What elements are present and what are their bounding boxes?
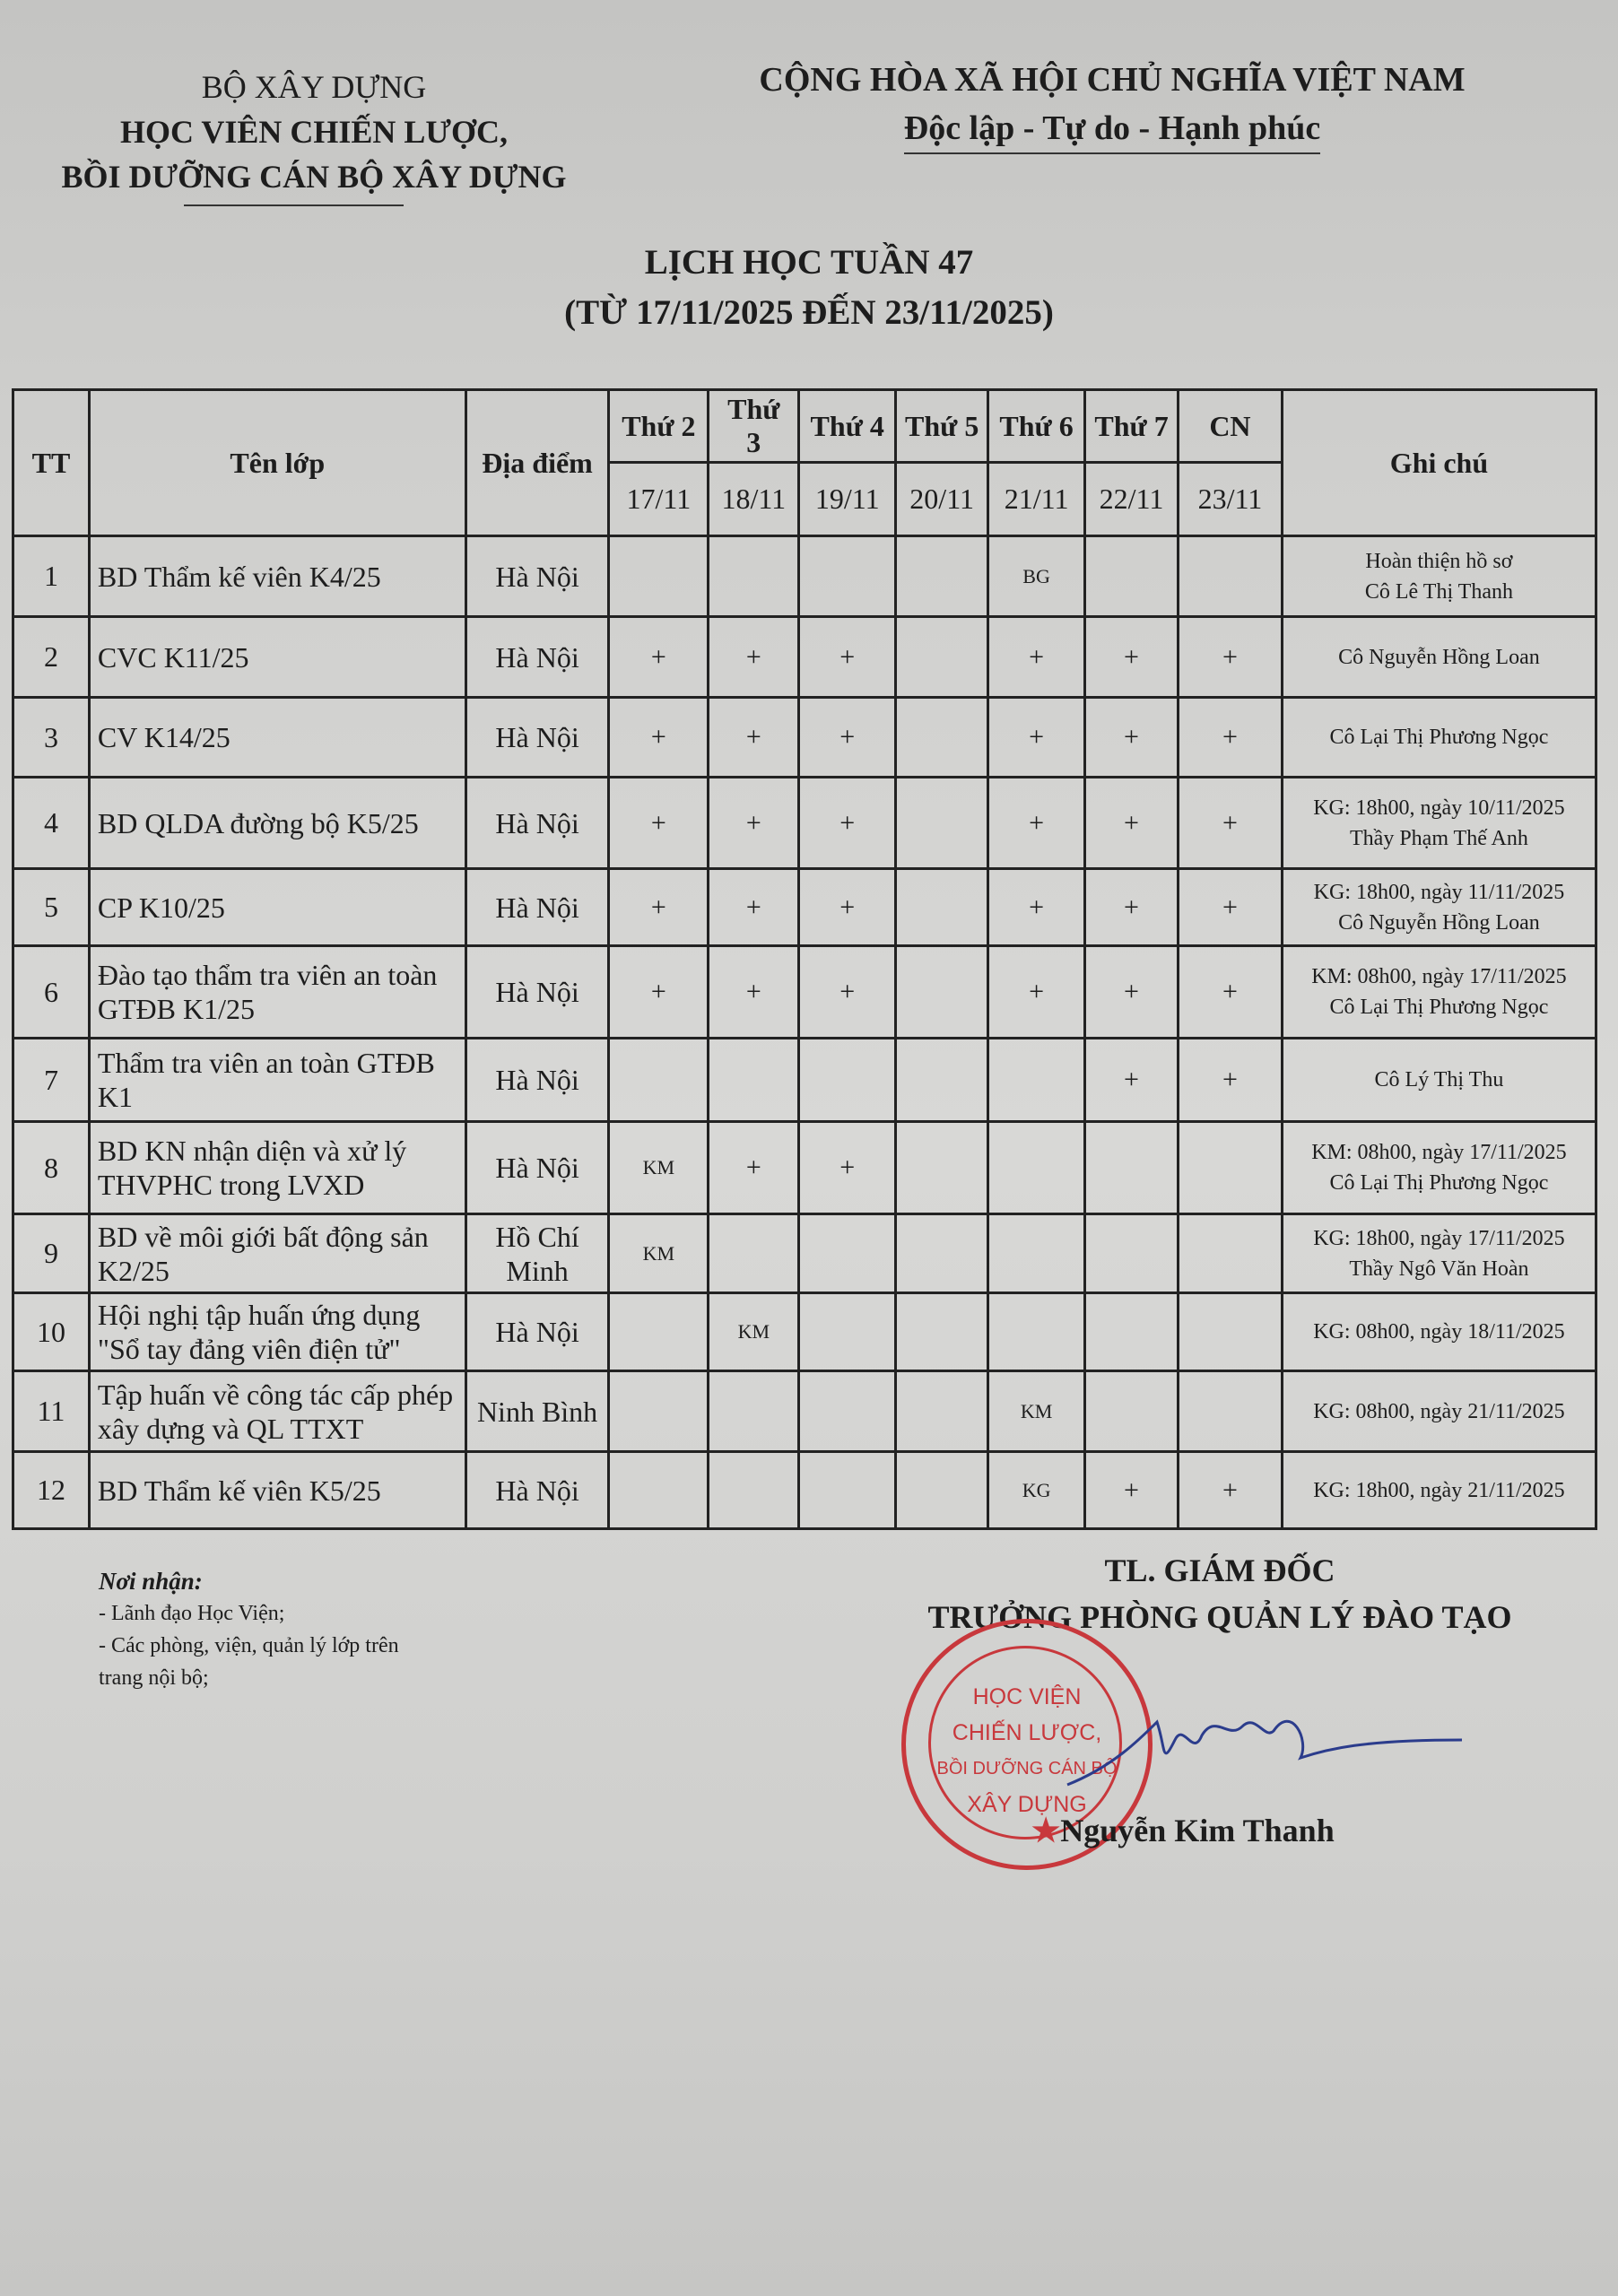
location: Hà Nội	[465, 1293, 609, 1371]
note-line: KG: 18h00, ngày 21/11/2025	[1313, 1478, 1565, 1502]
location: Hà Nội	[465, 617, 609, 698]
schedule-cell	[1178, 1371, 1282, 1452]
schedule-cell	[1085, 1214, 1179, 1293]
row-number: 11	[13, 1371, 90, 1452]
class-name: Hội nghị tập huấn ứng dụng "Sổ tay đảng viên điện tử"	[89, 1293, 465, 1371]
notes-cell	[1282, 1039, 1596, 1122]
note-line: Cô Nguyễn Hồng Loan	[1338, 910, 1540, 935]
header-date: 18/11	[709, 463, 799, 536]
note-line: KM: 08h00, ngày 17/11/2025	[1311, 1141, 1567, 1164]
table-row	[13, 698, 1596, 778]
table-row	[13, 1122, 1596, 1214]
schedule-cell	[1178, 1293, 1282, 1371]
schedule-cell	[1085, 536, 1179, 617]
header-day: Thứ 3	[709, 390, 799, 463]
schedule-cell	[896, 1214, 988, 1293]
schedule-cell	[799, 1371, 896, 1452]
location: Hà Nội	[465, 698, 609, 778]
note-line: Cô Nguyễn Hồng Loan	[1338, 645, 1540, 669]
header-day: Thứ 4	[799, 390, 896, 463]
schedule-cell	[1085, 1122, 1179, 1214]
title-line-1: LỊCH HỌC TUẦN 47	[644, 243, 974, 282]
schedule-cell: +	[988, 869, 1085, 946]
schedule-cell	[609, 1452, 709, 1529]
header-location: Địa điểm	[465, 390, 609, 536]
schedule-cell	[896, 698, 988, 778]
notes-cell	[1282, 1452, 1596, 1529]
schedule-cell: +	[609, 617, 709, 698]
table-row	[13, 1039, 1596, 1122]
header-day: Thứ 6	[988, 390, 1085, 463]
schedule-cell	[799, 536, 896, 617]
motto: Độc lập - Tự do - Hạnh phúc	[904, 104, 1321, 154]
signature-title-2: TRƯỞNG PHÒNG QUẢN LÝ ĐÀO TẠO	[927, 1599, 1512, 1635]
schedule-cell: KM	[709, 1293, 799, 1371]
location: Hà Nội	[465, 1452, 609, 1529]
header-day: CN	[1178, 390, 1282, 463]
schedule-cell: +	[1085, 869, 1179, 946]
signature-title-1: TL. GIÁM ĐỐC	[1104, 1552, 1335, 1588]
recipients-block	[99, 1565, 399, 1694]
schedule-cell: KM	[988, 1371, 1085, 1452]
schedule-cell: +	[1085, 1039, 1179, 1122]
schedule-cell: +	[709, 1122, 799, 1214]
schedule-cell	[896, 536, 988, 617]
schedule-cell	[709, 536, 799, 617]
schedule-cell	[896, 1039, 988, 1122]
header-date: 20/11	[896, 463, 988, 536]
class-name: CP K10/25	[89, 869, 465, 946]
schedule-cell	[988, 1122, 1085, 1214]
schedule-cell: KM	[609, 1122, 709, 1214]
issuer-block	[36, 65, 592, 199]
notes-cell	[1282, 1122, 1596, 1214]
notes-cell	[1282, 617, 1596, 698]
schedule-cell: +	[609, 946, 709, 1039]
schedule-cell: KM	[609, 1214, 709, 1293]
schedule-cell: +	[1085, 698, 1179, 778]
class-name: Thẩm tra viên an toàn GTĐB K1	[89, 1039, 465, 1122]
schedule-cell	[709, 1371, 799, 1452]
table-row	[13, 1214, 1596, 1293]
schedule-cell: +	[709, 869, 799, 946]
schedule-cell	[896, 869, 988, 946]
class-name: BD QLDA đường bộ K5/25	[89, 778, 465, 869]
schedule-cell: KG	[988, 1452, 1085, 1529]
class-name: BD về môi giới bất động sản K2/25	[89, 1214, 465, 1293]
schedule-cell	[799, 1452, 896, 1529]
location: Hồ Chí Minh	[465, 1214, 609, 1293]
schedule-cell: BG	[988, 536, 1085, 617]
note-line: Cô Lê Thị Thanh	[1364, 579, 1513, 604]
location: Hà Nội	[465, 946, 609, 1039]
seal-text: BỒI DƯỠNG CÁN BỘ	[936, 1759, 1118, 1779]
header-date: 22/11	[1085, 463, 1179, 536]
schedule-cell: +	[799, 617, 896, 698]
schedule-cell: +	[1178, 778, 1282, 869]
table-row	[13, 778, 1596, 869]
header-class-name: Tên lớp	[89, 390, 465, 536]
location: Hà Nội	[465, 869, 609, 946]
note-line: Hoàn thiện hồ sơ	[1365, 549, 1513, 573]
schedule-cell	[709, 1452, 799, 1529]
table-row	[13, 1293, 1596, 1371]
ministry-name: BỘ XÂY DỰNG	[201, 69, 427, 105]
handwritten-signature	[1058, 1686, 1471, 1803]
schedule-cell	[896, 778, 988, 869]
schedule-cell: +	[1085, 946, 1179, 1039]
schedule-cell: +	[609, 869, 709, 946]
row-number: 3	[13, 698, 90, 778]
table-row	[13, 946, 1596, 1039]
schedule-cell: +	[609, 698, 709, 778]
academy-name-1: HỌC VIÊN CHIẾN LƯỢC,	[119, 114, 509, 150]
schedule-cell: +	[799, 698, 896, 778]
note-line: Cô Lại Thị Phương Ngọc	[1329, 726, 1549, 749]
schedule-cell	[988, 1039, 1085, 1122]
notes-cell	[1282, 698, 1596, 778]
schedule-cell: +	[988, 617, 1085, 698]
recipients-heading: Nơi nhận:	[99, 1568, 203, 1595]
schedule-cell: +	[799, 869, 896, 946]
schedule-cell	[988, 1214, 1085, 1293]
schedule-cell	[896, 1452, 988, 1529]
note-line: KG: 08h00, ngày 18/11/2025	[1313, 1320, 1565, 1344]
row-number: 1	[13, 536, 90, 617]
schedule-cell: +	[799, 1122, 896, 1214]
schedule-cell	[896, 1122, 988, 1214]
table-row	[13, 869, 1596, 946]
schedule-table	[12, 388, 1597, 1530]
notes-cell	[1282, 869, 1596, 946]
schedule-cell: +	[709, 617, 799, 698]
title-line-2: (TỪ 17/11/2025 ĐẾN 23/11/2025)	[564, 293, 1054, 332]
schedule-cell	[896, 1293, 988, 1371]
header-date: 23/11	[1178, 463, 1282, 536]
header-date: 19/11	[799, 463, 896, 536]
location: Hà Nội	[465, 536, 609, 617]
row-number: 10	[13, 1293, 90, 1371]
schedule-cell: +	[609, 778, 709, 869]
schedule-cell	[609, 1293, 709, 1371]
seal-text: XÂY DỰNG	[967, 1792, 1087, 1817]
class-name: CV K14/25	[89, 698, 465, 778]
schedule-cell	[609, 536, 709, 617]
note-line: Thầy Phạm Thế Anh	[1350, 826, 1528, 850]
header-day: Thứ 5	[896, 390, 988, 463]
table-row	[13, 1371, 1596, 1452]
row-number: 8	[13, 1122, 90, 1214]
class-name: BD Thẩm kế viên K5/25	[89, 1452, 465, 1529]
recipient-item: - Lãnh đạo Học Viện;	[99, 1602, 285, 1625]
class-name: BD KN nhận diện và xử lý THVPHC trong LVXD	[89, 1122, 465, 1214]
schedule-cell: +	[988, 946, 1085, 1039]
header-day: Thứ 7	[1085, 390, 1179, 463]
recipient-item: trang nội bộ;	[99, 1666, 209, 1690]
schedule-cell	[988, 1293, 1085, 1371]
signer-name: ★Nguyễn Kim Thanh	[1031, 1813, 1335, 1848]
schedule-cell	[609, 1039, 709, 1122]
row-number: 12	[13, 1452, 90, 1529]
country-name: CỘNG HÒA XÃ HỘI CHỦ NGHĨA VIỆT NAM	[759, 61, 1466, 99]
schedule-cell	[1085, 1293, 1179, 1371]
document-title	[0, 238, 1618, 338]
schedule-cell: +	[1085, 1452, 1179, 1529]
seal-text: HỌC VIỆN	[972, 1684, 1082, 1709]
recipient-item: - Các phòng, viện, quản lý lớp trên	[99, 1634, 399, 1657]
class-name: Đào tạo thẩm tra viên an toàn GTĐB K1/25	[89, 946, 465, 1039]
note-line: KG: 08h00, ngày 21/11/2025	[1313, 1399, 1565, 1423]
class-name: CVC K11/25	[89, 617, 465, 698]
notes-cell	[1282, 946, 1596, 1039]
notes-cell	[1282, 536, 1596, 617]
schedule-cell	[1178, 1214, 1282, 1293]
location: Hà Nội	[465, 778, 609, 869]
table-row	[13, 617, 1596, 698]
class-name: BD Thẩm kế viên K4/25	[89, 536, 465, 617]
schedule-cell	[799, 1214, 896, 1293]
location: Hà Nội	[465, 1122, 609, 1214]
schedule-cell: +	[1085, 778, 1179, 869]
academy-name-2: BỒI DƯỠNG CÁN BỘ XÂY DỰNG	[61, 159, 567, 195]
schedule-cell: +	[1178, 1039, 1282, 1122]
header-date: 21/11	[988, 463, 1085, 536]
note-line: KG: 18h00, ngày 11/11/2025	[1313, 880, 1565, 904]
notes-cell	[1282, 1214, 1596, 1293]
schedule-cell: +	[1178, 698, 1282, 778]
class-name: Tập huấn về công tác cấp phép xây dựng và QL TTXT	[89, 1371, 465, 1452]
schedule-cell	[1178, 536, 1282, 617]
schedule-cell	[709, 1039, 799, 1122]
schedule-cell: +	[1178, 617, 1282, 698]
header-notes: Ghi chú	[1282, 390, 1596, 536]
notes-cell	[1282, 1371, 1596, 1452]
schedule-cell	[896, 1371, 988, 1452]
notes-cell	[1282, 1293, 1596, 1371]
issuer-underline	[184, 204, 404, 206]
row-number: 5	[13, 869, 90, 946]
schedule-cell	[896, 617, 988, 698]
note-line: KM: 08h00, ngày 17/11/2025	[1311, 965, 1567, 988]
schedule-cell: +	[988, 778, 1085, 869]
row-number: 6	[13, 946, 90, 1039]
schedule-cell: +	[709, 698, 799, 778]
schedule-cell: +	[1178, 869, 1282, 946]
schedule-cell: +	[709, 778, 799, 869]
signer-name-text: Nguyễn Kim Thanh	[1060, 1813, 1335, 1848]
schedule-cell	[709, 1214, 799, 1293]
location: Ninh Bình	[465, 1371, 609, 1452]
notes-cell	[1282, 778, 1596, 869]
header-date: 17/11	[609, 463, 709, 536]
schedule-cell: +	[709, 946, 799, 1039]
schedule-cell: +	[799, 946, 896, 1039]
row-number: 2	[13, 617, 90, 698]
schedule-cell	[609, 1371, 709, 1452]
location: Hà Nội	[465, 1039, 609, 1122]
schedule-cell	[896, 946, 988, 1039]
note-line: KG: 18h00, ngày 10/11/2025	[1313, 796, 1565, 820]
header-tt: TT	[13, 390, 90, 536]
note-line: Cô Lại Thị Phương Ngọc	[1329, 1171, 1549, 1195]
schedule-cell: +	[988, 698, 1085, 778]
seal-text: CHIẾN LƯỢC,	[952, 1720, 1102, 1745]
schedule-cell: +	[1085, 617, 1179, 698]
schedule-cell	[799, 1039, 896, 1122]
national-header	[718, 56, 1507, 154]
table-row	[13, 536, 1596, 617]
note-line: KG: 18h00, ngày 17/11/2025	[1313, 1226, 1565, 1250]
row-number: 4	[13, 778, 90, 869]
note-line: Cô Lại Thị Phương Ngọc	[1329, 996, 1549, 1019]
schedule-cell: +	[1178, 1452, 1282, 1529]
row-number: 7	[13, 1039, 90, 1122]
schedule-cell	[1178, 1122, 1282, 1214]
table-row	[13, 1452, 1596, 1529]
note-line: Thầy Ngô Văn Hoàn	[1349, 1257, 1529, 1281]
signature-block	[861, 1547, 1579, 1640]
schedule-cell	[799, 1293, 896, 1371]
schedule-cell: +	[1178, 946, 1282, 1039]
row-number: 9	[13, 1214, 90, 1293]
note-line: Cô Lý Thị Thu	[1374, 1068, 1504, 1091]
schedule-cell	[1085, 1371, 1179, 1452]
schedule-cell: +	[799, 778, 896, 869]
header-day: Thứ 2	[609, 390, 709, 463]
